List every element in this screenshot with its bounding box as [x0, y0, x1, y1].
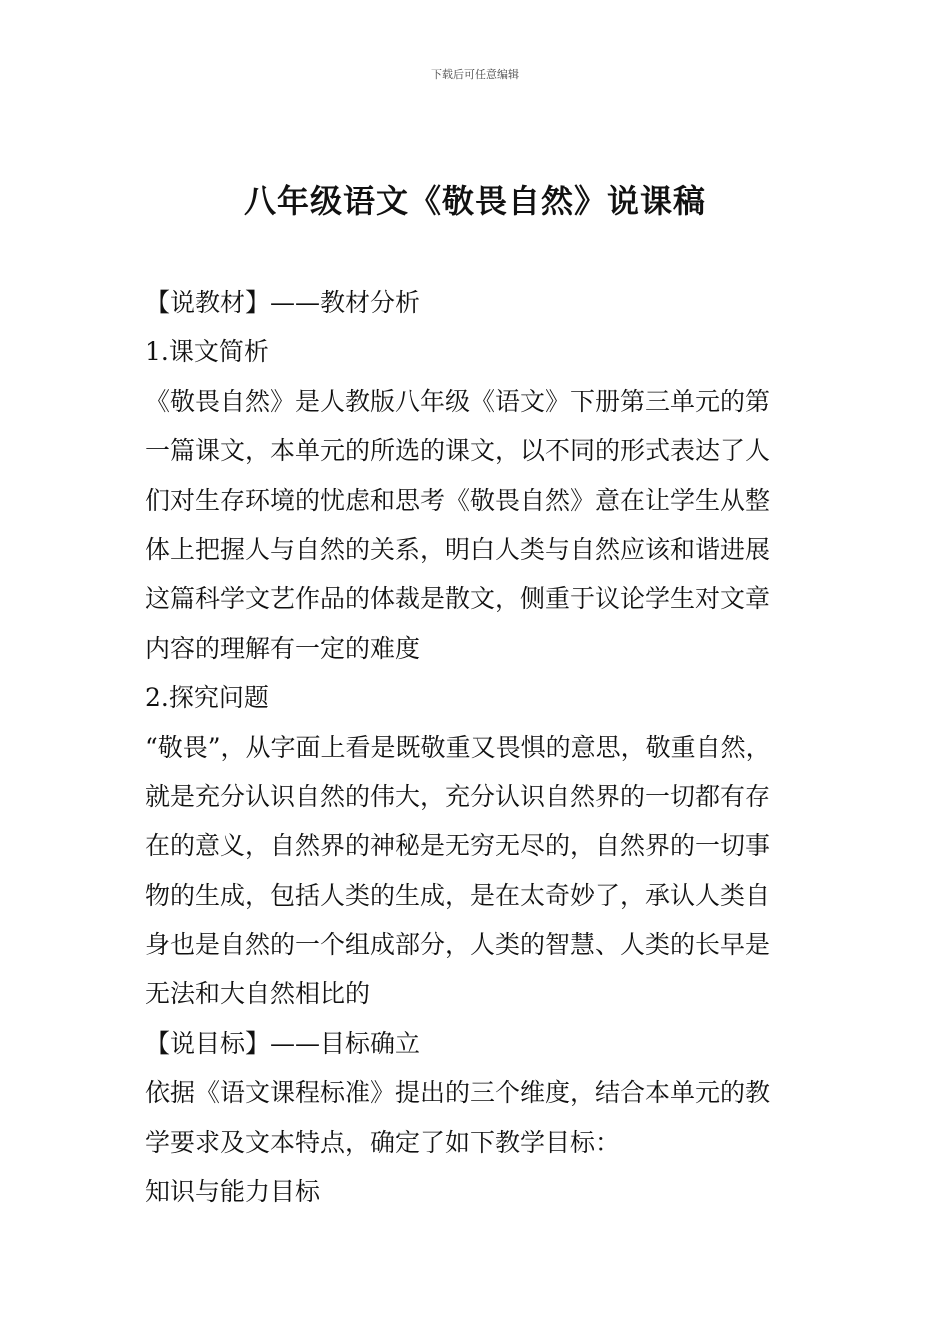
paragraph-line: 身也是自然的一个组成部分，人类的智慧、人类的长早是 [145, 930, 771, 960]
paragraph-line: 依据《语文课程标准》提出的三个维度，结合本单元的教 [145, 1078, 771, 1108]
header-note: 下载后可任意编辑 [431, 68, 519, 81]
document-body [145, 278, 835, 1216]
paragraph-line: 学要求及文本特点，确定了如下教学目标： [145, 1127, 621, 1157]
paragraph-line: 《敬畏自然》是人教版八年级《语文》下册第三单元的第 [145, 386, 771, 416]
paragraph-line: 体上把握人与自然的关系，明白人类与自然应该和谐进展 [145, 534, 771, 564]
document-title: 八年级语文《敬畏自然》说课稿 [243, 182, 706, 220]
subheading-explore-question: 2.探究问题 [145, 683, 269, 713]
paragraph-line: 们对生存环境的忧虑和思考《敬畏自然》意在让学生从整 [145, 485, 771, 515]
paragraph-line: 就是充分认识自然的伟大，充分认识自然界的一切都有存 [145, 781, 771, 811]
subheading-text-analysis: 1.课文简析 [145, 337, 269, 367]
section-heading-objectives: 【说目标】——目标确立 [145, 1028, 421, 1058]
section-heading-teaching-material: 【说教材】——教材分析 [145, 288, 421, 317]
paragraph-line: 一篇课文，本单元的所选的课文，以不同的形式表达了人 [145, 436, 771, 466]
paragraph-line: 物的生成，包括人类的生成，是在太奇妙了，承认人类自 [145, 880, 771, 910]
paragraph-line: 内容的理解有一定的难度 [145, 633, 421, 663]
paragraph-line: 在的意义，自然界的神秘是无穷无尽的，自然界的一切事 [145, 831, 771, 861]
subheading-knowledge-ability: 知识与能力目标 [145, 1177, 321, 1207]
paragraph-line: “敬畏”，从字面上看是既敬重又畏惧的意思，敬重自然， [145, 732, 771, 762]
paragraph-line: 无法和大自然相比的 [145, 979, 371, 1009]
paragraph-line: 这篇科学文艺作品的体裁是散文，侧重于议论学生对文章 [145, 584, 771, 614]
